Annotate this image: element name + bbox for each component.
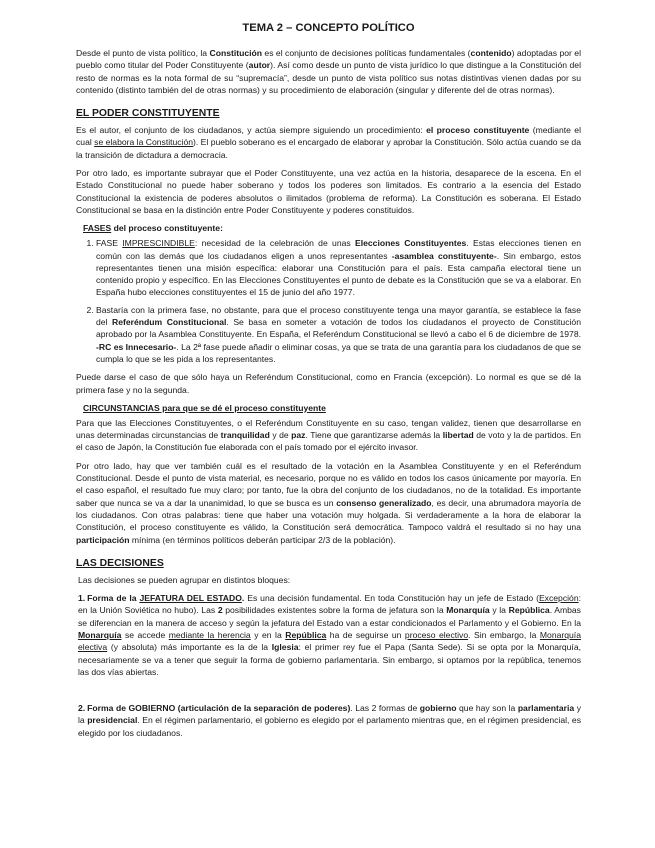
section-heading-decisiones: LAS DECISIONES	[76, 557, 164, 569]
fase-item-2: 2. Bastaría con la primera fase, no obstante, para que el proceso constituyente tenga una mayor garantía, se establece la fase del Referéndum Constitucional. Se basa en someter a votación de todos los ciudadanos el proyecto de Constitución aprobado por la Asamblea Constituyente. En España, el Referéndum Constitucional se llevó a cabo el 6 de diciembre de 1978. -RC es Innecesario-. La 2ª fase puede añadir o eliminar cosas, ya que se trata de una garantía para los ciudadanos de que se cumpla lo que se les pida a los representantes.	[96, 304, 581, 365]
decision-number: 1.	[78, 593, 86, 604]
fases-heading: FASES del proceso constituyente:	[83, 223, 223, 234]
spacer	[78, 683, 581, 697]
decisiones-intro: Las decisiones se pueden agrupar en distintos bloques:	[78, 574, 291, 585]
circunstancias-paragraph-2: Por otro lado, hay que ver también cuál es el resultado de la votación en la Asamblea Constituyente y en el Referéndum Constitucional. Desde el punto de vista material, es necesario, porque no es válido en todos los casos únicamente por mayoría. En el caso español, el resultado fue muy claro; por tanto, fue la obra del conjunto de los ciudadanos, no de la totalidad. Es importante saber que nunca se va a dar la unanimidad, lo que se busca es un consenso generalizado, es decir, una abrumadora mayoría de los ciudadanos. Con otras palabras: tiene que haber una votación muy holgada. Si verdaderamente a la hora de elaborar la Constitución, el proceso constituyente es válido, la Constitución será democrática. Tampoco valdrá el resultado si no hay una participación mínima (en términos políticos deberán participar 2/3 de la población).	[76, 460, 581, 545]
decision-item-1	[78, 592, 581, 678]
decision-text: Forma de GOBIERNO (articulación de la separación de poderes). Las 2 formas de gobierno que hay son la parlamentaria y la presidencial. En el régimen parlamentario, el gobierno es elegido por el parlamento mientras que, en el régimen presidencial, es elegido por los ciudadanos.	[78, 703, 582, 738]
intro-paragraph: Desde el punto de vista político, la Constitución es el conjunto de decisiones políticas fundamentales (contenido) adoptadas por el pueblo como titular del Poder Constituyente (autor). Así como desde un punto de vista jurídico lo que distingue a la Constitución del resto de normas es la nota formal de su “supremacía”, desde un punto de vista político sus notas distintivas vienen dadas por su contenido (distinto también del de otras normas) y su procedimiento de elaboración (singular y diferente del de otras normas).	[76, 48, 581, 95]
circunstancias-paragraph-1: Para que las Elecciones Constituyentes, o el Referéndum Constituyente en su caso, tengan validez, tienen que desarrollarse en unas determinadas circunstancias de tranquilidad y de paz. Tiene que garantizarse además la libertad de voto y la de partidos. En el caso de Japón, la Constitución fue elaborada con el país tomado por el ejército invasor.	[76, 417, 581, 453]
section-heading-poder-constituyente: EL PODER CONSTITUYENTE	[76, 108, 220, 120]
fase-item-1: 1. FASE IMPRESCINDIBLE: necesidad de la celebración de unas Elecciones Constituyentes. Estas elecciones tienen en común con las demás que los ciudadanos eligen a unos representantes -asamblea constituyente-. Sin embargo, estos representantes tienen una misión específica: elaborar una Constitución para el país. Esta campaña electoral tiene un contenido propio y específico. En las Elecciones Constituyentes el punto de debate es la Constitución que se va a elaborar. En España hubo elecciones constituyentes el 15 de junio del año 1977.	[96, 237, 581, 298]
poder-constituyente-paragraph-2: Por otro lado, es importante subrayar que el Poder Constituyente, una vez actúa en la historia, desaparece de la escena. En el Estado Constitucional no puede haber soberano y todos los poderes son limitados. Es contrario a la esencia del Estado Constitucional la existencia de poderes absolutos o ilimitados (problema de reforma). La Constitución es soberana. El Estado Constitucional se basa en la distinción entre Poder Constituyente y poderes constituidos.	[76, 168, 581, 215]
decision-number: 2.	[78, 703, 86, 714]
circunstancias-heading: CIRCUNSTANCIAS para que se dé el proceso constituyente	[83, 402, 326, 413]
decisiones-list	[76, 592, 581, 739]
fases-list	[76, 237, 581, 365]
decision-item-2	[78, 702, 581, 739]
poder-constituyente-paragraph-3: Puede darse el caso de que sólo haya un Referéndum Constitucional, como en Francia (excepción). Lo normal es que se dé la primera fase y no la segunda.	[76, 372, 581, 395]
poder-constituyente-paragraph-1: Es el autor, el conjunto de los ciudadanos, y actúa siempre siguiendo un procedimiento: el proceso constituyente (mediante el cual se elabora la Constitución). El pueblo soberano es el encargado de elaborar y aprobar la Constitución. Sólo actúa cuando se da la transición de dictadura a democracia.	[76, 125, 581, 160]
decision-text: Forma de la JEFATURA DEL ESTADO. Es una decisión fundamental. En toda Constitución hay un jefe de Estado (Excepción: en la Unión Soviética no hubo). Las 2 posibilidades existentes sobre la forma de jefatura son la Monarquía y la República. Ambas se diferencian en la manera de acceso y según la jefatura del Estado van a estar condicionados el Parlamento y el Gobierno. En la Monarquía se accede mediante la herencia y en la República ha de seguirse un proceso electivo. Sin embargo, la Monarquía electiva (y absoluta) más importante es la de la Iglesia: el primer rey fue el Papa (Santa Sede). Si se opta por la Monarquía, necesariamente se va a tener que seguir la forma de gobierno parlamentaria. Sin embargo, si optamos por la república, tenemos las dos vías abiertas.	[78, 593, 581, 677]
document-title: TEMA 2 – CONCEPTO POLÍTICO	[242, 22, 415, 34]
